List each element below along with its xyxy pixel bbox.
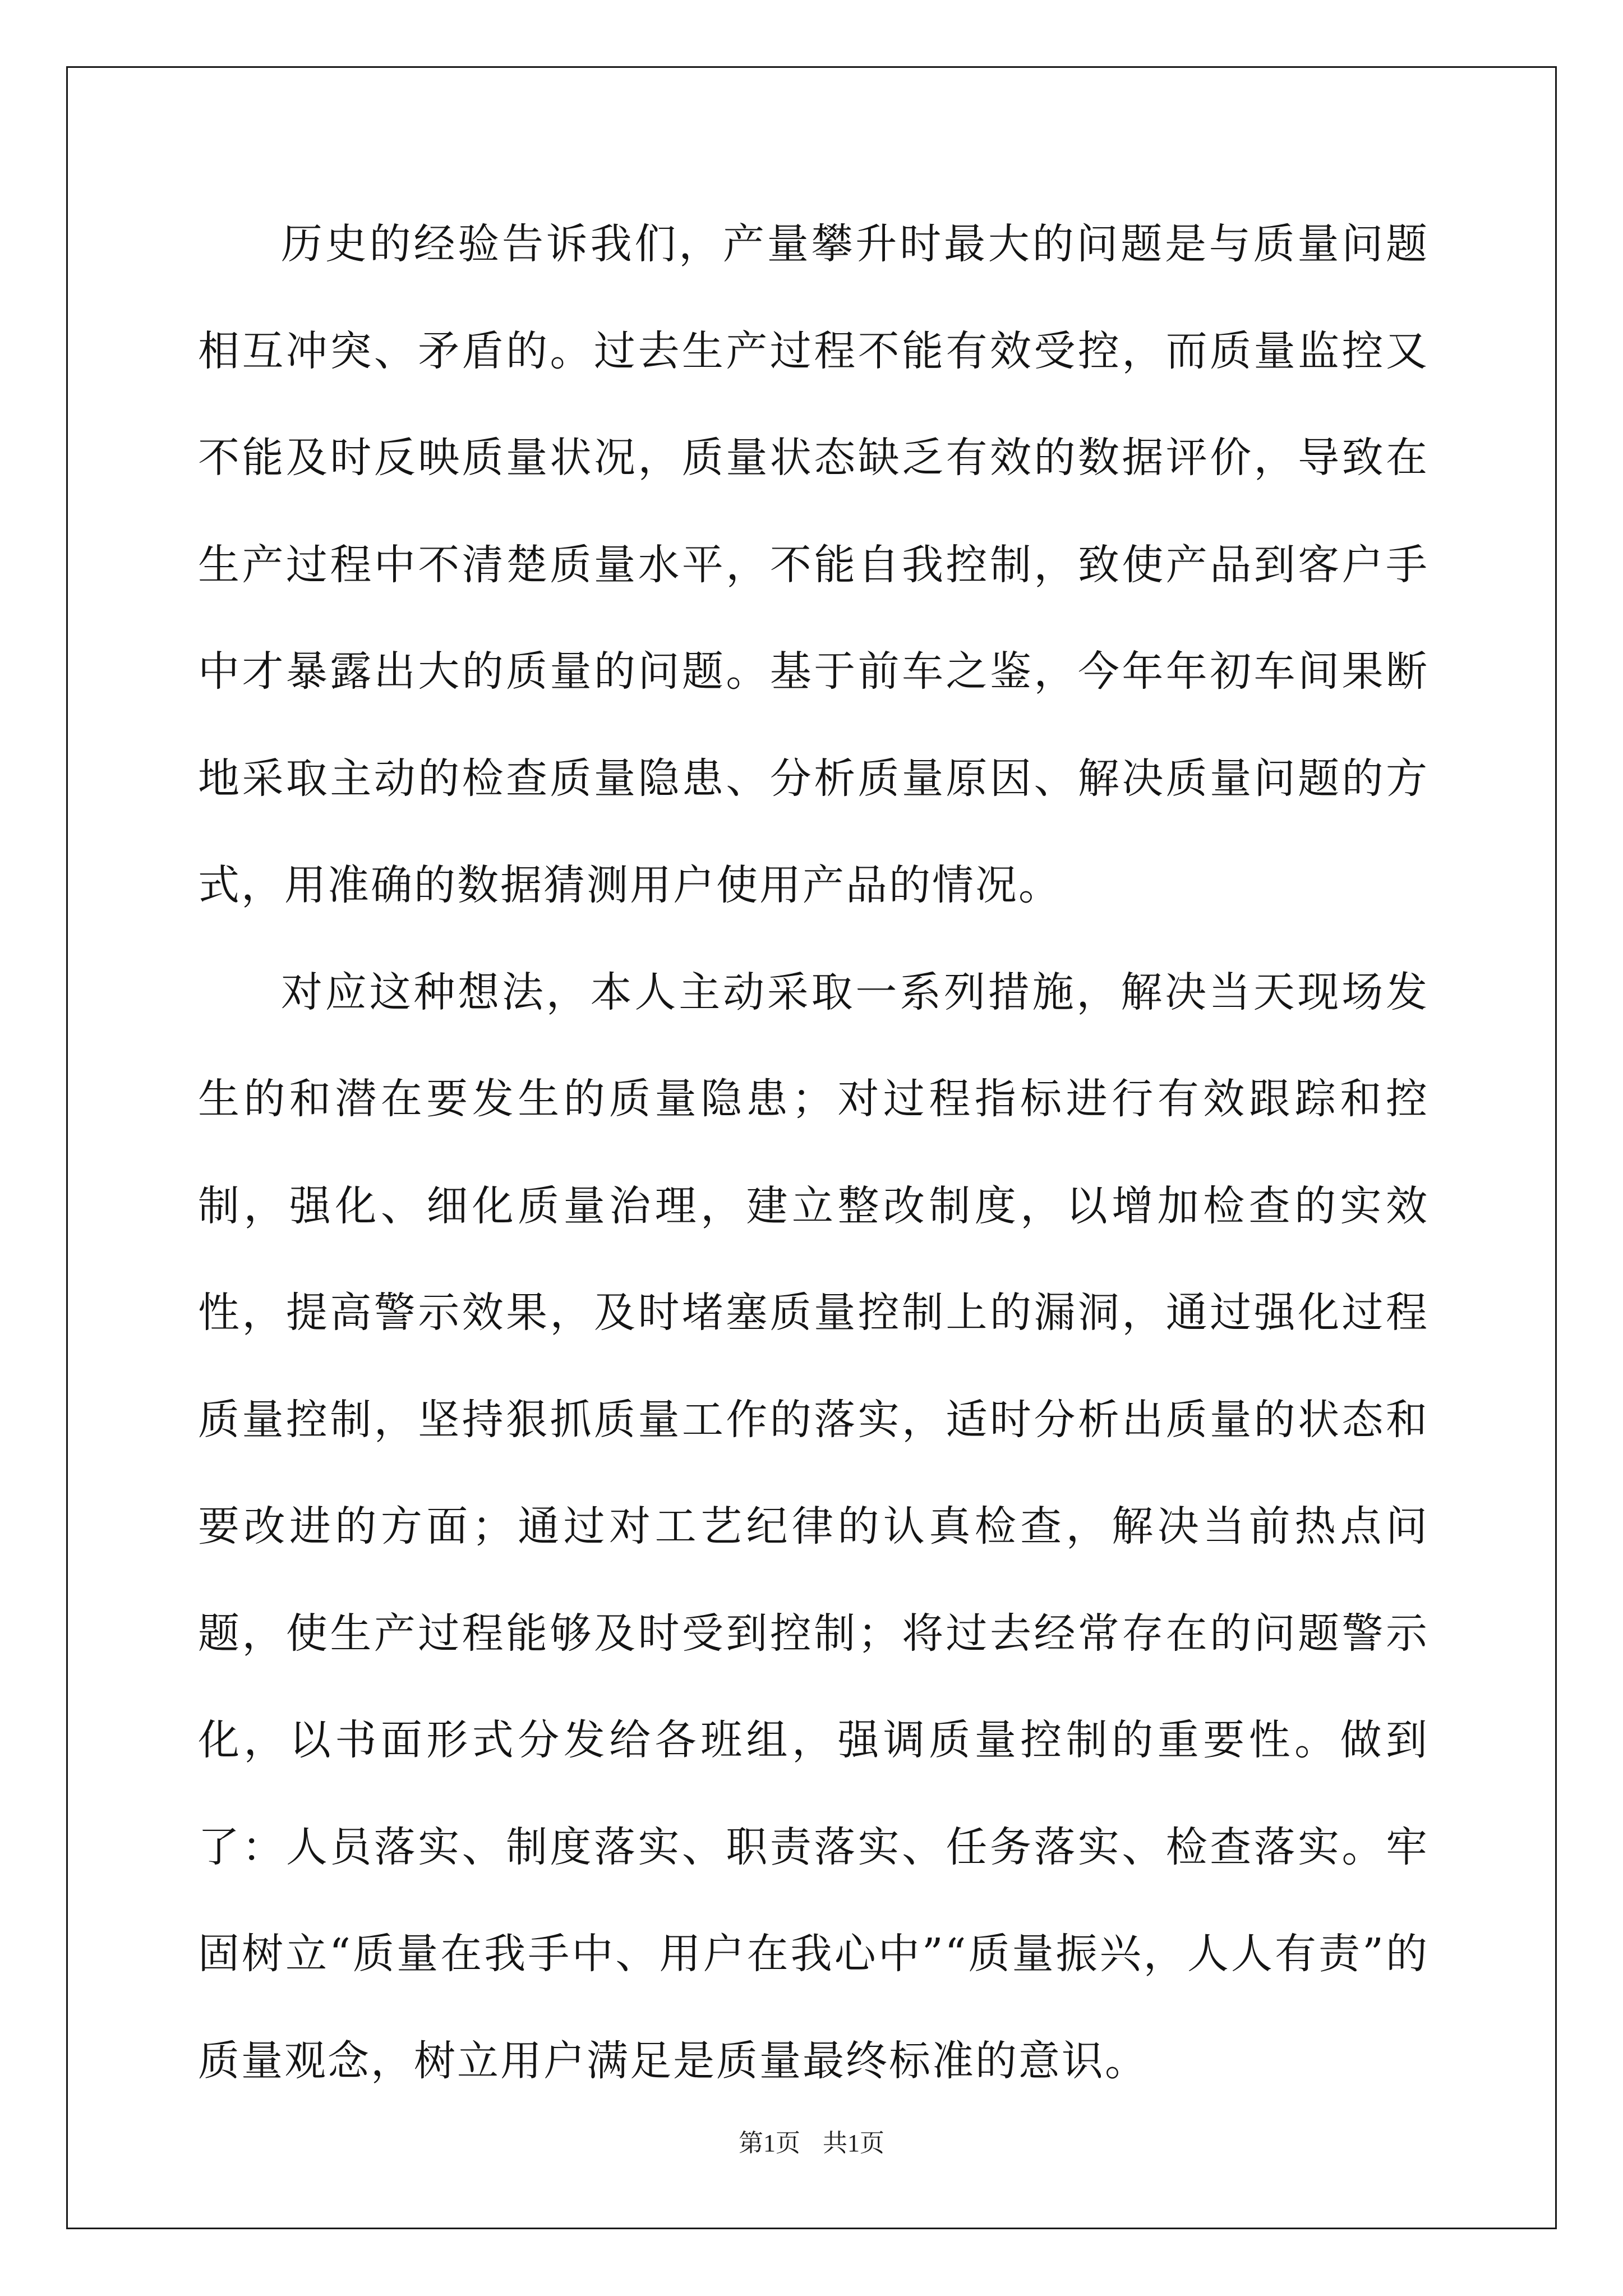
page-footer — [0, 2129, 1623, 2157]
page-number-current: 第1页 — [739, 2129, 800, 2157]
page-number-total: 共1页 — [823, 2129, 884, 2157]
paragraph-2: 对应这种想法，本人主动采取一系列措施，解决当天现场发生的和潜在要发生的质量隐患；对过程指标进行有效跟踪和控制，强化、细化质量治理，建立整改制度，以增加检查的实效性，提高警示效果，及时堵塞质量控制上的漏洞，通过强化过程质量控制，坚持狠抓质量工作的落实，适时分析出质量的状态和要改进的方面；通过对工艺纪律的认真检查，解决当前热点问题，使生产过程能够及时受到控制；将过去经常存在的问题警示化，以书面形式分发给各班组，强调质量控制的重要性。做到了：人员落实、制度落实、职责落实、任务落实、检查落实。牢固树立“质量在我手中、用户在我心中”“质量振兴，人人有责”的质量观念，树立用户满足是质量最终标准的意识。 — [198, 968, 1429, 2085]
paragraph-1: 历史的经验告诉我们，产量攀升时最大的问题是与质量问题相互冲突、矛盾的。过去生产过程不能有效受控，而质量监控又不能及时反映质量状况，质量状态缺乏有效的数据评价，导致在生产过程中不清楚质量水平，不能自我控制，致使产品到客户手中才暴露出大的质量的问题。基于前车之鉴，今年年初车间果断地采取主动的检查质量隐患、分析质量原因、解决质量问题的方式，用准确的数据猜测用户使用产品的情况。 — [198, 220, 1429, 909]
document-body — [198, 191, 1429, 2114]
